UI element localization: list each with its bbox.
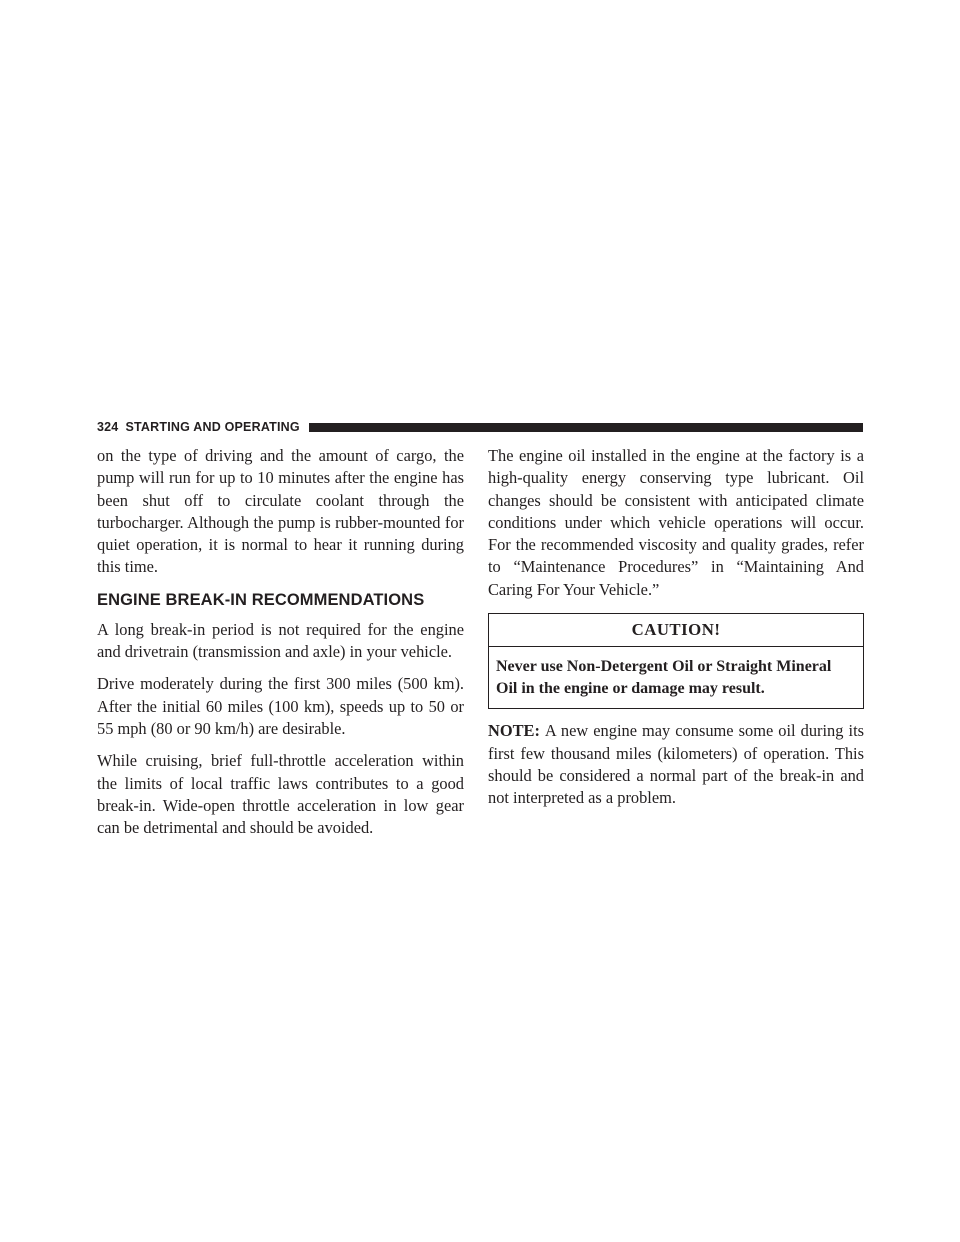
break-in-paragraph-2: Drive moderately during the first 300 miles (500 km). After the initial 60 miles (100 km), speeds up to 50 or 55 mph (80 or 90 km/h) are desirable. [97,674,464,738]
note-label: NOTE: [488,721,540,741]
page-header [97,420,863,434]
note-text: A new engine may consume some oil during its first few thousand miles (kilometers) of operation. This should be considered a normal part of the break-in and not interpreted as a problem. [488,721,864,808]
page-number: 324 [97,420,119,434]
section-heading: ENGINE BREAK-IN RECOMMENDATIONS [97,590,425,609]
right-column [488,445,864,820]
note-paragraph [488,720,864,809]
caution-title: CAUTION! [489,614,863,647]
break-in-paragraph-1: A long break-in period is not required for the engine and drivetrain (transmission and axle) in your vehicle. [97,619,464,662]
engine-oil-paragraph: The engine oil installed in the engine at the factory is a high-quality energy conserving type lubricant. Oil changes should be consistent with anticipated climate conditions under which vehicle operations will occur. For the recommended viscosity and quality grades, refer to “Maintenance Procedures” in “Maintaining And Caring For Your Vehicle.” [488,446,864,599]
caution-box [488,613,864,709]
header-rule [309,423,863,432]
intro-paragraph: on the type of driving and the amount of cargo, the pump will run for up to 10 minutes after the engine has been shut off to circulate coolant through the turbocharger. Although the pump is rubber-mounted for quiet operation, it is normal to hear it running during this time. [97,446,464,577]
section-title: STARTING AND OPERATING [125,420,300,434]
caution-text: Never use Non-Detergent Oil or Straight Mineral Oil in the engine or damage may result. [496,658,832,698]
break-in-paragraph-3: While cruising, brief full-throttle acceleration within the limits of local traffic laws contributes to a good break-in. Wide-open throttle acceleration in low gear can be detrimental and should be avoided. [97,751,464,838]
left-column [97,445,464,849]
